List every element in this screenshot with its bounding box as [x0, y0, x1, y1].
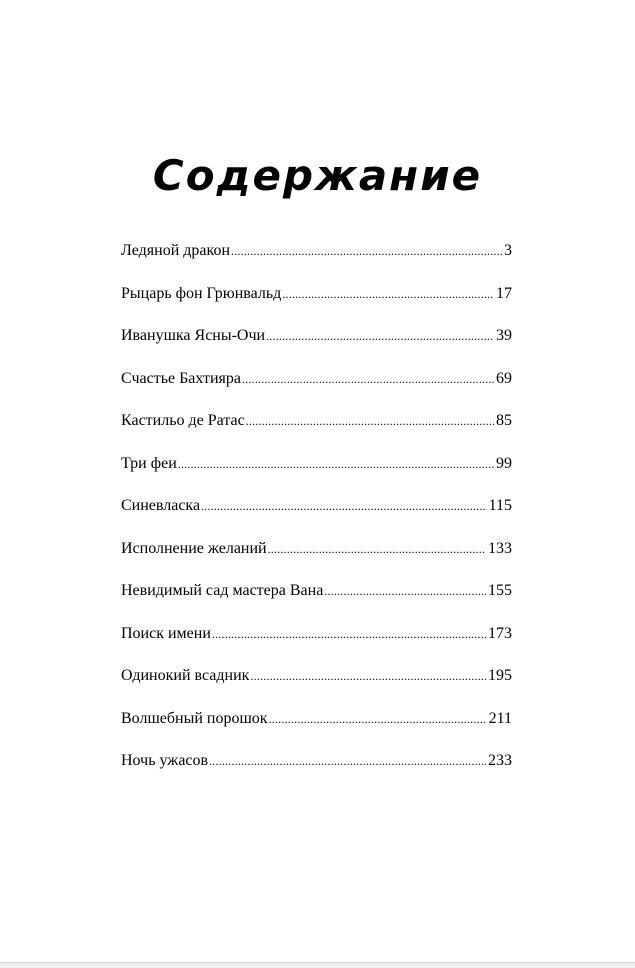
- toc-entry-title: Волшебный порошок: [121, 709, 268, 727]
- toc-entry-title: Ледяной дракон: [121, 242, 231, 259]
- toc-dot-leader: [268, 539, 486, 559]
- toc-dot-leader: [242, 369, 494, 389]
- toc-entry: [121, 411, 512, 431]
- toc-entry: [121, 241, 512, 261]
- toc-dot-leader: [269, 709, 487, 729]
- toc-dot-leader: [231, 241, 502, 261]
- toc-entry-title: Три феи: [121, 454, 177, 472]
- toc-entry: [121, 496, 512, 516]
- toc-dot-leader: [250, 666, 486, 686]
- toc-dot-leader: [209, 751, 486, 771]
- toc-entry-title: Исполнение желаний: [121, 539, 267, 557]
- toc-dot-leader: [212, 624, 486, 644]
- toc-entry-title: Поиск имени: [121, 624, 211, 642]
- page-bottom-edge: [0, 962, 635, 968]
- toc-page-number: 17: [496, 284, 512, 302]
- toc-entry: [121, 666, 512, 686]
- toc-page-number: 233: [488, 752, 512, 769]
- toc-entry-title: Счастье Бахтияра: [121, 369, 242, 387]
- toc-entry-title: Одинокий всадник: [121, 667, 250, 684]
- page-title: Содержание: [152, 151, 483, 201]
- toc-entry: [121, 326, 512, 346]
- toc-entry: [121, 284, 512, 304]
- toc-page-number: 133: [488, 539, 512, 557]
- toc-page-number: 85: [496, 412, 512, 429]
- toc-entry-title: Рыцарь фон Грюнвальд: [121, 284, 282, 302]
- toc-page-number: 3: [504, 242, 512, 259]
- toc-page-number: 69: [496, 369, 512, 387]
- toc-entry-title: Синевласка: [121, 497, 201, 514]
- toc-entry-title: Кастильо де Ратас: [121, 412, 245, 429]
- toc-entry: [121, 539, 512, 559]
- toc-entry-title: Иванушка Ясны-Очи: [121, 327, 266, 344]
- toc-entry: [121, 709, 512, 729]
- toc-entry: [121, 751, 512, 771]
- toc-entry: [121, 581, 512, 601]
- table-of-contents: [121, 241, 512, 794]
- toc-page-number: 195: [488, 667, 512, 684]
- toc-page-number: 211: [488, 709, 512, 727]
- toc-page-number: 115: [488, 497, 512, 514]
- toc-dot-leader: [282, 284, 494, 304]
- toc-page-number: 39: [496, 327, 512, 344]
- toc-page-number: 173: [488, 624, 512, 642]
- toc-page-number: 155: [488, 582, 512, 599]
- toc-dot-leader: [246, 411, 494, 431]
- toc-entry-title: Ночь ужасов: [121, 752, 209, 769]
- toc-dot-leader: [201, 496, 487, 516]
- toc-entry-title: Невидимый сад мастера Вана: [121, 582, 324, 599]
- toc-dot-leader: [178, 454, 494, 474]
- toc-entry: [121, 454, 512, 474]
- toc-entry: [121, 624, 512, 644]
- toc-dot-leader: [266, 326, 494, 346]
- toc-dot-leader: [324, 581, 486, 601]
- toc-entry: [121, 369, 512, 389]
- toc-page-number: 99: [496, 454, 512, 472]
